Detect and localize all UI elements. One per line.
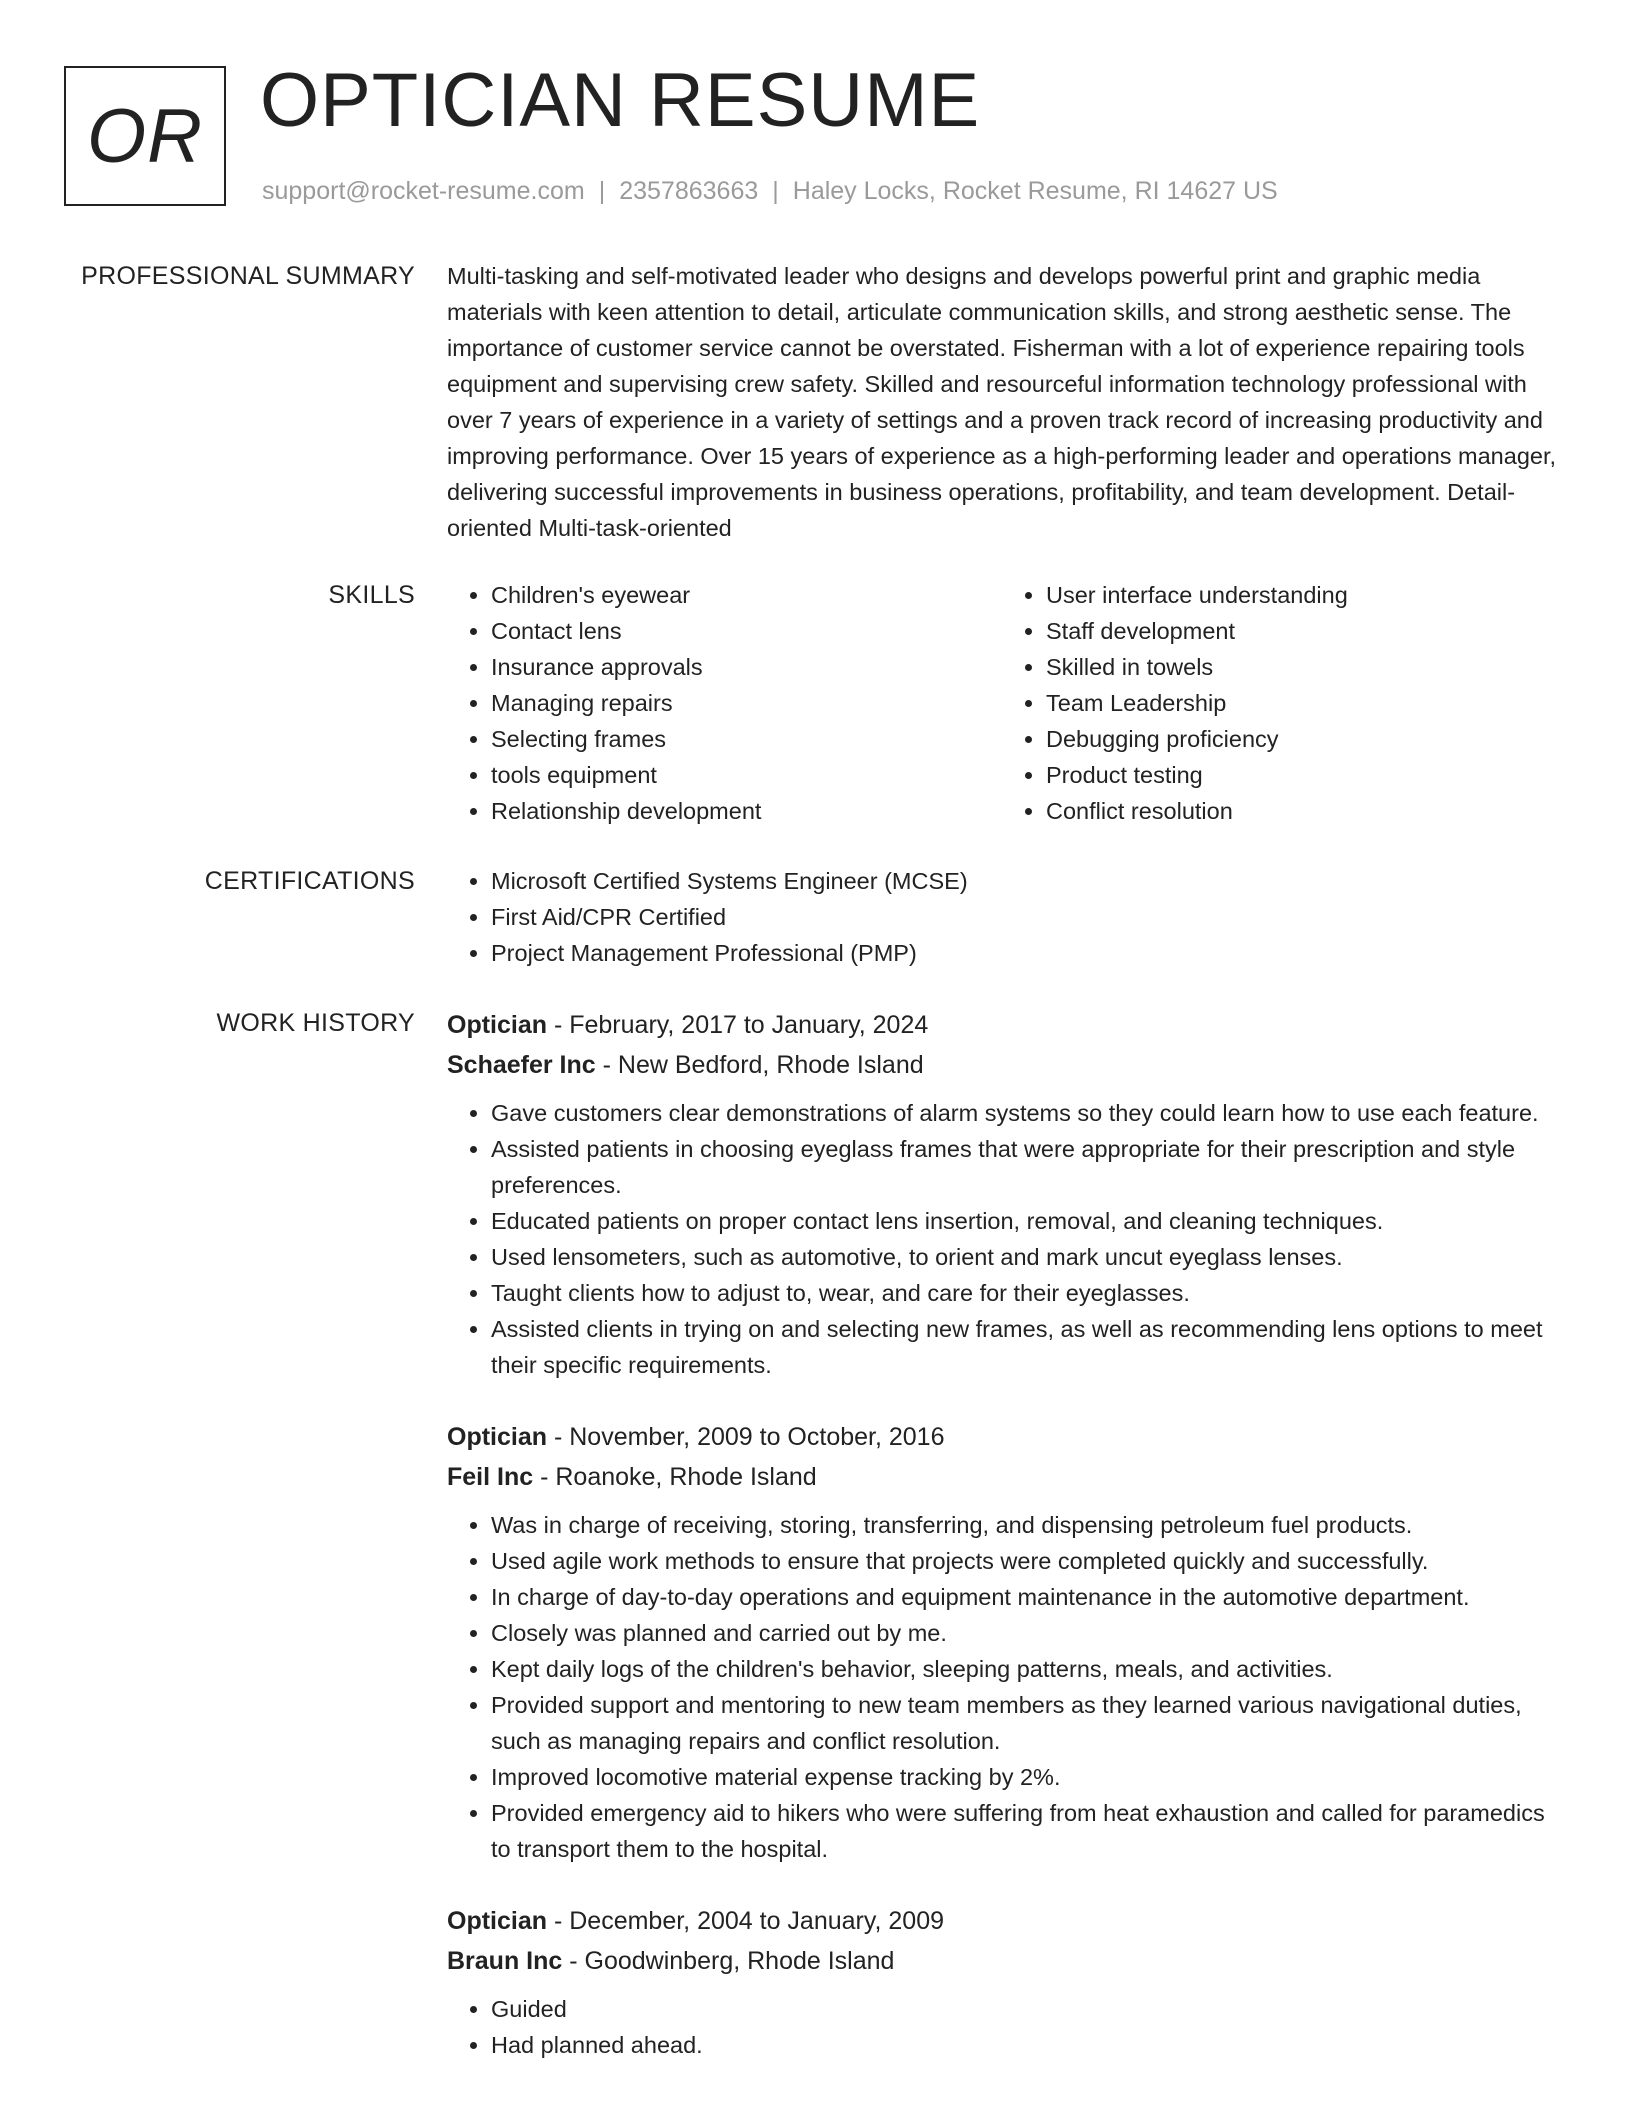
job-entry (447, 1901, 1557, 2063)
work-history-body (447, 1005, 1557, 2097)
job-title: Optician (447, 1907, 548, 1935)
skill-item: • Conflict resolution (1046, 793, 1557, 829)
summary-body (447, 258, 1557, 546)
job-title-line (447, 1005, 1557, 1045)
job-duty-item: • Used agile work methods to ensure that projects were completed quickly and successfully. (491, 1543, 1557, 1579)
job-duty-item: • Taught clients how to adjust to, wear, and care for their eyeglasses. (491, 1275, 1557, 1311)
job-dates: - December, 2004 to January, 2009 (547, 1907, 945, 1935)
job-title: Optician (447, 1423, 548, 1451)
skill-item: • tools equipment (491, 757, 1002, 793)
job-duties-list (447, 1991, 1557, 2063)
certifications-heading: CERTIFICATIONS (204, 867, 415, 895)
skill-item: • User interface understanding (1046, 577, 1557, 613)
skills-list-left (447, 577, 1002, 829)
job-duty-item: • Guided (491, 1991, 1557, 2027)
contact-phone[interactable]: 2357863663 (619, 177, 759, 205)
job-entry (447, 1417, 1557, 1867)
job-duty-item: • Assisted patients in choosing eyeglass frames that were appropriate for their prescription and style preferences. (491, 1131, 1557, 1203)
contact-line (262, 174, 1278, 208)
certifications-body (447, 863, 1557, 971)
job-company-line (447, 1941, 1557, 1981)
job-location: - Goodwinberg, Rhode Island (562, 1947, 895, 1975)
contact-separator: | (772, 177, 779, 205)
skills-heading: SKILLS (328, 581, 415, 609)
skill-item: • Staff development (1046, 613, 1557, 649)
job-duty-item: • Provided support and mentoring to new team members as they learned various navigational duties, such as managing repairs and conflict resolution. (491, 1687, 1557, 1759)
monogram-initials: OR (87, 93, 203, 179)
skills-columns (447, 577, 1557, 829)
job-duty-item: • Closely was planned and carried out by me. (491, 1615, 1557, 1651)
job-duty-item: • Provided emergency aid to hikers who were suffering from heat exhaustion and called for paramedics to transport them to the hospital. (491, 1795, 1557, 1867)
skill-item: • Debugging proficiency (1046, 721, 1557, 757)
certification-item: • Project Management Professional (PMP) (491, 935, 1557, 971)
skill-item: • Relationship development (491, 793, 1002, 829)
job-duty-item: • Kept daily logs of the children's behavior, sleeping patterns, meals, and activities. (491, 1651, 1557, 1687)
job-title-line (447, 1417, 1557, 1457)
job-location: - Roanoke, Rhode Island (533, 1463, 817, 1491)
skill-item: • Managing repairs (491, 685, 1002, 721)
skills-body (447, 577, 1557, 829)
contact-email[interactable]: support@rocket-resume.com (262, 177, 585, 205)
job-dates: - February, 2017 to January, 2024 (547, 1011, 929, 1039)
contact-separator: | (598, 177, 606, 205)
job-company: Feil Inc (447, 1463, 534, 1491)
summary-heading: PROFESSIONAL SUMMARY (81, 262, 415, 290)
skill-item: • Skilled in towels (1046, 649, 1557, 685)
job-duty-item: • Was in charge of receiving, storing, transferring, and dispensing petroleum fuel products. (491, 1507, 1557, 1543)
job-company: Braun Inc (447, 1947, 563, 1975)
job-duty-item: • Improved locomotive material expense tracking by 2%. (491, 1759, 1557, 1795)
job-duties-list (447, 1507, 1557, 1867)
certification-item: • First Aid/CPR Certified (491, 899, 1557, 935)
summary-text: Multi-tasking and self-motivated leader who designs and develops powerful print and graphic media materials with keen attention to detail, articulate communication skills, and strong aesthetic sense. The importance of customer service cannot be overstated. Fisherman with a lot of experience repairing tools equipment and supervising crew safety. Skilled and resourceful information technology professional with over 7 years of experience in a variety of settings and a proven track record of increasing productivity and improving performance. Over 15 years of experience as a high-performing leader and operations manager, delivering successful improvements in business operations, profitability, and team development. Detail-oriented Multi-task-oriented (447, 263, 1557, 541)
skill-item: • Product testing (1046, 757, 1557, 793)
skill-item: • Insurance approvals (491, 649, 1002, 685)
job-title-line (447, 1901, 1557, 1941)
skill-item: • Team Leadership (1046, 685, 1557, 721)
work-history-heading: WORK HISTORY (216, 1009, 415, 1037)
job-location: - New Bedford, Rhode Island (595, 1051, 924, 1079)
job-duty-item: • In charge of day-to-day operations and equipment maintenance in the automotive department. (491, 1579, 1557, 1615)
job-duties-list (447, 1095, 1557, 1383)
monogram-box (64, 66, 226, 206)
job-company-line (447, 1457, 1557, 1497)
job-duty-item: • Assisted clients in trying on and selecting new frames, as well as recommending lens options to meet their specific requirements. (491, 1311, 1557, 1383)
job-entry (447, 1005, 1557, 1383)
certification-item: • Microsoft Certified Systems Engineer (MCSE) (491, 863, 1557, 899)
job-duty-item: • Gave customers clear demonstrations of alarm systems so they could learn how to use each feature. (491, 1095, 1557, 1131)
skill-item: • Children's eyewear (491, 577, 1002, 613)
job-title: Optician (447, 1011, 548, 1039)
job-company-line (447, 1045, 1557, 1085)
job-duty-item: • Had planned ahead. (491, 2027, 1557, 2063)
job-dates: - November, 2009 to October, 2016 (547, 1423, 945, 1451)
contact-address: Haley Locks, Rocket Resume, RI 14627 US (792, 177, 1278, 205)
skill-item: • Selecting frames (491, 721, 1002, 757)
resume-title: OPTICIAN RESUME (260, 58, 981, 143)
skill-item: • Contact lens (491, 613, 1002, 649)
skills-list-right (1002, 577, 1557, 829)
certifications-list (447, 863, 1557, 971)
job-duty-item: • Used lensometers, such as automotive, to orient and mark uncut eyeglass lenses. (491, 1239, 1557, 1275)
job-duty-item: • Educated patients on proper contact lens insertion, removal, and cleaning techniques. (491, 1203, 1557, 1239)
job-company: Schaefer Inc (447, 1051, 596, 1079)
